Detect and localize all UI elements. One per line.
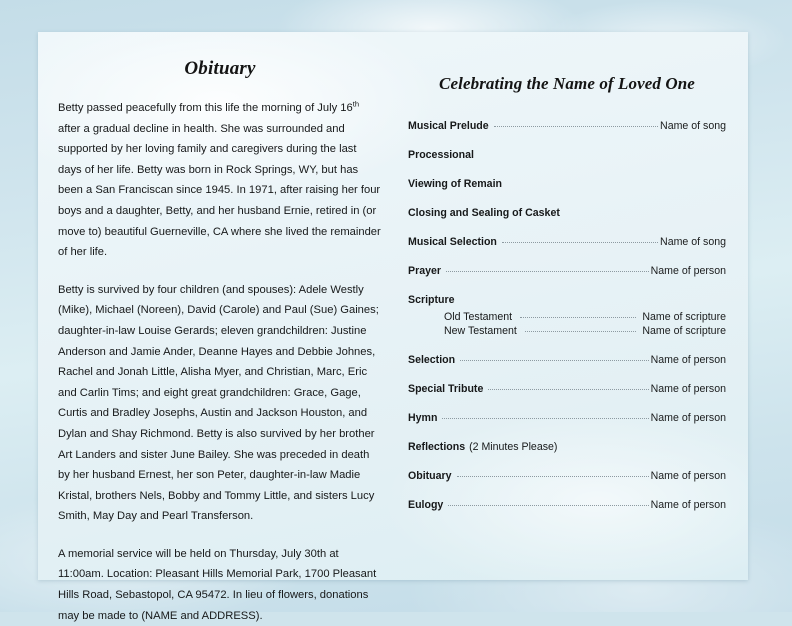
service-item-scripture-heading: Scripture <box>408 294 455 306</box>
service-subitem-label: Old Testament <box>444 311 513 323</box>
service-item-eulogy <box>408 499 726 511</box>
service-item-value: Name of person <box>650 412 726 424</box>
service-item-musical-selection <box>408 236 726 248</box>
service-subitem-value: Name of scripture <box>642 325 726 337</box>
obituary-para1-lead: Betty passed peacefully from this life the morning of July 16 <box>58 102 353 114</box>
service-item-reflections <box>408 441 726 453</box>
service-item-value: Name of song <box>660 120 726 132</box>
ordinal-suffix: th <box>352 99 360 109</box>
dot-leader <box>494 118 658 127</box>
service-item-value: Name of person <box>650 265 726 277</box>
service-item-label: Closing and Sealing of Casket <box>408 207 560 219</box>
service-item-prayer <box>408 265 726 277</box>
service-item-label: Viewing of Remain <box>408 178 502 190</box>
program-card <box>38 32 748 622</box>
service-item-label: Musical Prelude <box>408 120 489 132</box>
dot-leader <box>442 410 648 419</box>
service-item-label: Hymn <box>408 412 438 424</box>
service-item-value: Name of person <box>650 470 726 482</box>
dot-leader <box>457 468 649 477</box>
service-title: Celebrating the Name of Loved One <box>439 74 695 93</box>
dot-leader <box>520 309 636 318</box>
dot-leader <box>446 263 649 272</box>
service-item-closing-and-sealing-of-casket <box>408 207 726 219</box>
service-item-label: Musical Selection <box>408 236 497 248</box>
service-item-special-tribute <box>408 383 726 395</box>
service-subitem-value: Name of scripture <box>642 311 726 323</box>
obituary-paragraph-2: Betty is survived by four children (and spouses): Adele Westly (Mike), Michael (Noreen), David (Carole) and Paul (Sue) Gaines; daughter-in-law Louise Gerards; eleven grandchildren: Justine Anderson and Jamie Ander, Deanne Hayes and Debbie Johnes, Rachel and Jonah Little, Alisha Myer, and Christian, Marc, Eric and Carlin Tims; and eight great grandchildren: Grace, Gage, Curtis and Bradley Josephs, Austin and Jackson Houston, and Dylan and Shay Richmond. Betty is also survived by her brother Art Landers and sister June Bailey. She was preceded in death by her husband Ernest, her son Peter, daughter-in-law Madie Kristal, brothers Nels, Bobby and Tommy Little, and sisters Lucy Smith, May Day and Pearl Transferson. <box>58 283 379 523</box>
service-item-value: Name of person <box>650 499 726 511</box>
service-item-hymn <box>408 412 726 424</box>
dot-leader <box>525 323 637 332</box>
service-item-viewing-of-remain <box>408 178 726 190</box>
service-subitem-new-testament <box>408 325 726 337</box>
two-column-layout <box>38 32 748 622</box>
obituary-paragraph-3: A memorial service will be held on Thursday, July 30th at 11:00am. Location: Pleasant Hills Memorial Park, 1700 Pleasant Hills Road, Sebastopol, CA 95472. In lieu of flowers, donations may be made to (NAME and ADDRESS). <box>58 547 377 622</box>
service-item-selection <box>408 354 726 366</box>
service-subitem-old-testament <box>408 311 726 323</box>
service-item-value: Name of song <box>660 236 726 248</box>
service-item-processional <box>408 149 726 161</box>
dot-leader <box>488 381 648 390</box>
service-item-label: Reflections <box>408 441 466 453</box>
obituary-paragraph-1 <box>58 98 382 263</box>
service-item-label: Prayer <box>408 265 441 277</box>
dot-leader <box>460 352 649 361</box>
service-order-column <box>400 32 748 580</box>
obituary-para1-rest: after a gradual decline in health. She was surrounded and supported by her loving family and caregivers during the last days of her life. Betty was born in Rock Springs, WY, but has been a San Franciscan since 1945. In 1971, after raising her four boys and a daughter, Betty, and her husband Ernie, retired in (or move to) beautiful Guerneville, CA where she lived the remainder of her life. <box>58 122 381 259</box>
obituary-column <box>38 32 400 622</box>
service-item-obituary <box>408 470 726 482</box>
service-item-musical-prelude <box>408 120 726 132</box>
service-item-value: Name of person <box>650 354 726 366</box>
dot-leader <box>502 234 658 243</box>
service-item-label: Selection <box>408 354 456 366</box>
service-item-label: Eulogy <box>408 499 444 511</box>
service-item-label: Processional <box>408 149 474 161</box>
service-item-label: Special Tribute <box>408 383 484 395</box>
dot-leader <box>448 497 648 506</box>
obituary-title: Obituary <box>184 58 256 79</box>
service-item-label: Obituary <box>408 470 452 482</box>
service-item-value: Name of person <box>650 383 726 395</box>
service-subitem-label: New Testament <box>444 325 517 337</box>
service-item-note: (2 Minutes Please) <box>469 441 558 453</box>
